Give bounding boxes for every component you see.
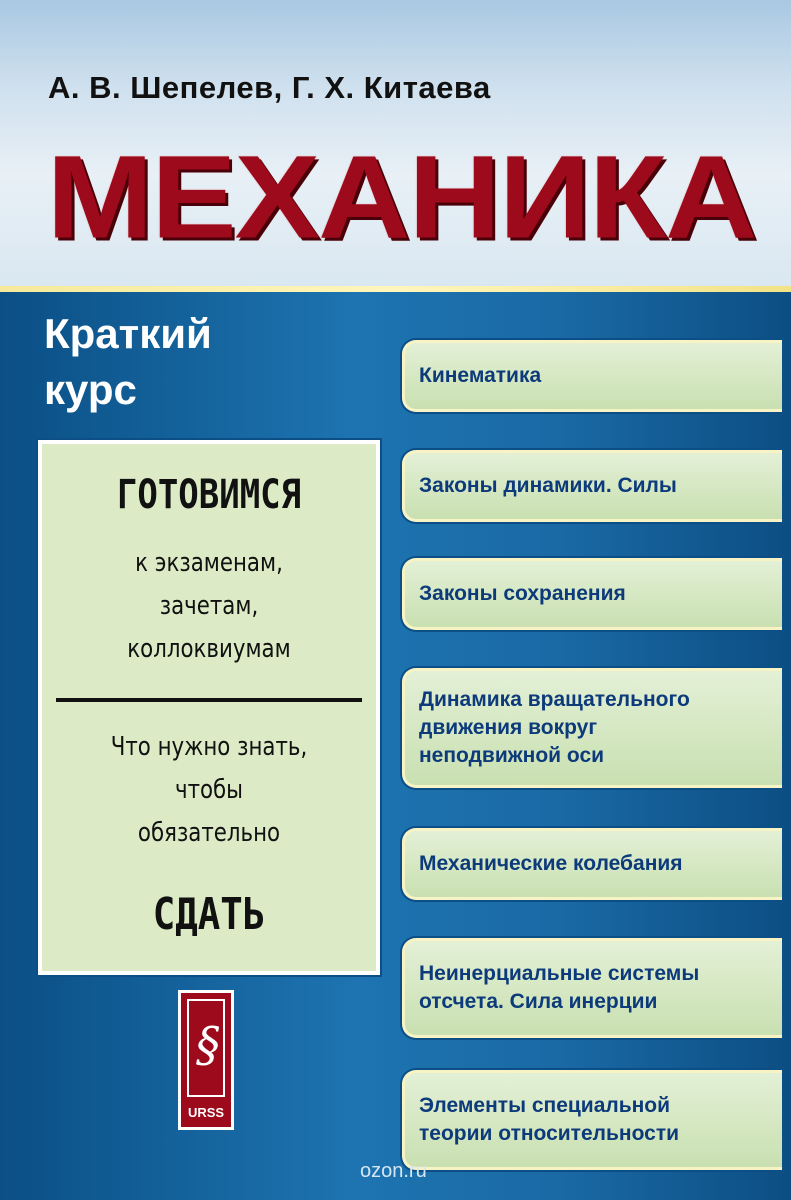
prep-line: обязательно xyxy=(137,818,281,848)
topic-label: Законы сохранения xyxy=(419,582,626,605)
book-title: МЕХАНИКА xyxy=(46,131,756,264)
prep-text-b xyxy=(72,726,346,855)
subtitle xyxy=(44,306,212,418)
publisher-name: URSS xyxy=(187,1105,225,1120)
topic-label: Законы динамики. Силы xyxy=(419,474,677,497)
authors: А. В. Шепелев, Г. Х. Китаева xyxy=(48,70,491,105)
prep-final-word: СДАТЬ xyxy=(152,889,266,940)
topic-relativity xyxy=(402,1070,782,1170)
prep-text-a xyxy=(72,542,346,671)
subtitle-line-2: курс xyxy=(44,366,137,413)
logo-frame xyxy=(187,999,225,1097)
topic-dynamics xyxy=(402,450,782,522)
prep-line: к экзаменам, xyxy=(135,548,283,578)
prep-title: ГОТОВИМСЯ xyxy=(116,472,302,518)
topic-label: Механические колебания xyxy=(419,852,683,875)
exam-prep-box xyxy=(38,440,380,975)
topics-list xyxy=(402,0,791,1200)
topic-label: Неинерциальные системы отсчета. Сила инерции xyxy=(419,962,700,1013)
publisher-logo xyxy=(178,990,234,1130)
watermark: ozon.ru xyxy=(360,1160,427,1182)
topic-label: Динамика вращательного движения вокруг неподвижной оси xyxy=(419,688,690,767)
prep-divider xyxy=(56,698,362,702)
prep-line: коллоквиумам xyxy=(127,634,291,664)
topic-rotation xyxy=(402,668,782,788)
topic-conservation xyxy=(402,558,782,630)
topic-non-inertial xyxy=(402,938,782,1038)
prep-line: Что нужно знать, xyxy=(110,732,308,762)
prep-line: зачетам, xyxy=(159,591,259,621)
topic-kinematics xyxy=(402,340,782,412)
topic-label: Элементы специальной теории относительности xyxy=(419,1094,680,1145)
section-sign-icon: § xyxy=(196,1017,220,1073)
subtitle-line-1: Краткий xyxy=(44,310,212,357)
prep-line: чтобы xyxy=(174,775,244,805)
topic-oscillations xyxy=(402,828,782,900)
topic-label: Кинематика xyxy=(419,364,542,387)
